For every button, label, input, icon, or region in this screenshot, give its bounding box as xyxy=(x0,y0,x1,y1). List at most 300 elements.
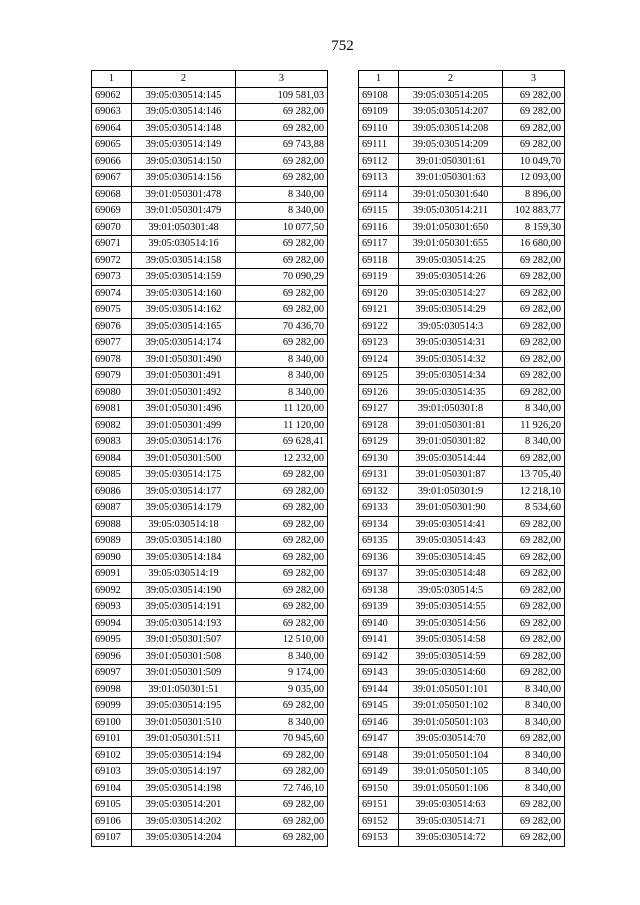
value-cell: 8 340,00 xyxy=(236,351,328,368)
row-number-cell: 69089 xyxy=(92,533,132,550)
row-number-cell: 69110 xyxy=(359,120,399,137)
cadastral-number-cell: 39:05:030514:58 xyxy=(399,632,503,649)
table-row xyxy=(92,137,328,154)
value-cell: 8 340,00 xyxy=(236,648,328,665)
row-number-cell: 69114 xyxy=(359,186,399,203)
value-cell: 69 282,00 xyxy=(503,830,565,847)
cadastral-number-cell: 39:01:050301:81 xyxy=(399,417,503,434)
row-number-cell: 69121 xyxy=(359,302,399,319)
row-number-cell: 69142 xyxy=(359,648,399,665)
row-number-cell: 69076 xyxy=(92,318,132,335)
row-number-cell: 69141 xyxy=(359,632,399,649)
value-cell: 69 282,00 xyxy=(503,384,565,401)
table-row xyxy=(92,797,328,814)
value-cell: 8 340,00 xyxy=(236,384,328,401)
row-number-cell: 69088 xyxy=(92,516,132,533)
row-number-cell: 69133 xyxy=(359,500,399,517)
table-row xyxy=(359,434,565,451)
value-cell: 8 896,00 xyxy=(503,186,565,203)
value-cell: 9 035,00 xyxy=(236,681,328,698)
cadastral-number-cell: 39:05:030514:146 xyxy=(132,104,236,121)
cadastral-number-cell: 39:01:050301:496 xyxy=(132,401,236,418)
cadastral-number-cell: 39:01:050301:510 xyxy=(132,714,236,731)
cadastral-number-cell: 39:01:050501:105 xyxy=(399,764,503,781)
cadastral-number-cell: 39:01:050301:9 xyxy=(399,483,503,500)
row-number-cell: 69118 xyxy=(359,252,399,269)
table-row xyxy=(359,483,565,500)
row-number-cell: 69135 xyxy=(359,533,399,550)
value-cell: 69 282,00 xyxy=(236,582,328,599)
row-number-cell: 69069 xyxy=(92,203,132,220)
row-number-cell: 69086 xyxy=(92,483,132,500)
value-cell: 8 340,00 xyxy=(503,714,565,731)
row-number-cell: 69077 xyxy=(92,335,132,352)
cadastral-number-cell: 39:05:030514:208 xyxy=(399,120,503,137)
table-row xyxy=(359,599,565,616)
value-cell: 69 282,00 xyxy=(236,483,328,500)
value-cell: 69 282,00 xyxy=(503,731,565,748)
cadastral-number-cell: 39:05:030514:201 xyxy=(132,797,236,814)
row-number-cell: 69122 xyxy=(359,318,399,335)
cadastral-number-cell: 39:01:050301:507 xyxy=(132,632,236,649)
row-number-cell: 69116 xyxy=(359,219,399,236)
row-number-cell: 69092 xyxy=(92,582,132,599)
cadastral-number-cell: 39:05:030514:209 xyxy=(399,137,503,154)
cadastral-number-cell: 39:01:050301:509 xyxy=(132,665,236,682)
value-cell: 69 282,00 xyxy=(236,747,328,764)
cadastral-number-cell: 39:05:030514:19 xyxy=(132,566,236,583)
cadastral-number-cell: 39:05:030514:156 xyxy=(132,170,236,187)
cadastral-number-cell: 39:05:030514:56 xyxy=(399,615,503,632)
value-cell: 69 282,00 xyxy=(503,351,565,368)
row-number-cell: 69151 xyxy=(359,797,399,814)
value-cell: 69 282,00 xyxy=(503,599,565,616)
value-cell: 69 282,00 xyxy=(503,285,565,302)
row-number-cell: 69098 xyxy=(92,681,132,698)
header-col-3: 3 xyxy=(503,71,565,88)
value-cell: 69 282,00 xyxy=(503,368,565,385)
row-number-cell: 69082 xyxy=(92,417,132,434)
value-cell: 72 746,10 xyxy=(236,780,328,797)
table-row xyxy=(359,731,565,748)
cadastral-number-cell: 39:01:050301:90 xyxy=(399,500,503,517)
table-row xyxy=(92,731,328,748)
value-cell: 11 120,00 xyxy=(236,417,328,434)
cadastral-number-cell: 39:05:030514:44 xyxy=(399,450,503,467)
table-row xyxy=(92,269,328,286)
cadastral-number-cell: 39:05:030514:31 xyxy=(399,335,503,352)
row-number-cell: 69083 xyxy=(92,434,132,451)
cadastral-number-cell: 39:05:030514:41 xyxy=(399,516,503,533)
row-number-cell: 69129 xyxy=(359,434,399,451)
header-col-2: 2 xyxy=(132,71,236,88)
value-cell: 109 581,03 xyxy=(236,87,328,104)
table-row xyxy=(92,401,328,418)
row-number-cell: 69147 xyxy=(359,731,399,748)
header-col-1: 1 xyxy=(92,71,132,88)
row-number-cell: 69093 xyxy=(92,599,132,616)
row-number-cell: 69105 xyxy=(92,797,132,814)
cadastral-number-cell: 39:01:050501:103 xyxy=(399,714,503,731)
table-row xyxy=(92,582,328,599)
row-number-cell: 69137 xyxy=(359,566,399,583)
row-number-cell: 69144 xyxy=(359,681,399,698)
value-cell: 69 282,00 xyxy=(236,797,328,814)
cadastral-number-cell: 39:05:030514:191 xyxy=(132,599,236,616)
cadastral-number-cell: 39:01:050301:478 xyxy=(132,186,236,203)
table-row xyxy=(359,566,565,583)
value-cell: 69 282,00 xyxy=(503,566,565,583)
table-row xyxy=(359,450,565,467)
row-number-cell: 69146 xyxy=(359,714,399,731)
row-number-cell: 69139 xyxy=(359,599,399,616)
row-number-cell: 69094 xyxy=(92,615,132,632)
value-cell: 69 282,00 xyxy=(236,252,328,269)
cadastral-number-cell: 39:05:030514:148 xyxy=(132,120,236,137)
value-cell: 12 510,00 xyxy=(236,632,328,649)
cadastral-number-cell: 39:05:030514:18 xyxy=(132,516,236,533)
row-number-cell: 69074 xyxy=(92,285,132,302)
cadastral-number-cell: 39:01:050301:492 xyxy=(132,384,236,401)
value-cell: 69 282,00 xyxy=(236,566,328,583)
cadastral-number-cell: 39:05:030514:16 xyxy=(132,236,236,253)
cadastral-number-cell: 39:01:050301:479 xyxy=(132,203,236,220)
cadastral-number-cell: 39:05:030514:160 xyxy=(132,285,236,302)
cadastral-number-cell: 39:05:030514:205 xyxy=(399,87,503,104)
row-number-cell: 69124 xyxy=(359,351,399,368)
header-row xyxy=(92,71,328,88)
table-row xyxy=(359,714,565,731)
value-cell: 70 945,60 xyxy=(236,731,328,748)
table-row xyxy=(92,318,328,335)
value-cell: 69 282,00 xyxy=(236,236,328,253)
cadastral-number-cell: 39:05:030514:70 xyxy=(399,731,503,748)
cadastral-number-cell: 39:05:030514:32 xyxy=(399,351,503,368)
row-number-cell: 69073 xyxy=(92,269,132,286)
table-row xyxy=(359,153,565,170)
table-row xyxy=(92,714,328,731)
row-number-cell: 69095 xyxy=(92,632,132,649)
table-row xyxy=(92,698,328,715)
cadastral-number-cell: 39:05:030514:195 xyxy=(132,698,236,715)
value-cell: 69 282,00 xyxy=(236,170,328,187)
table-row xyxy=(359,252,565,269)
cadastral-number-cell: 39:05:030514:176 xyxy=(132,434,236,451)
row-number-cell: 69078 xyxy=(92,351,132,368)
cadastral-number-cell: 39:01:050501:101 xyxy=(399,681,503,698)
value-cell: 10 049,70 xyxy=(503,153,565,170)
row-number-cell: 69104 xyxy=(92,780,132,797)
value-cell: 69 282,00 xyxy=(503,104,565,121)
value-cell: 12 218,10 xyxy=(503,483,565,500)
table-row xyxy=(92,186,328,203)
table-row xyxy=(359,780,565,797)
value-cell: 11 926,20 xyxy=(503,417,565,434)
cadastral-number-cell: 39:05:030514:43 xyxy=(399,533,503,550)
cadastral-number-cell: 39:05:030514:29 xyxy=(399,302,503,319)
value-cell: 69 282,00 xyxy=(503,137,565,154)
row-number-cell: 69119 xyxy=(359,269,399,286)
table-row xyxy=(92,549,328,566)
table-row xyxy=(359,533,565,550)
value-cell: 8 159,30 xyxy=(503,219,565,236)
cadastral-number-cell: 39:01:050301:87 xyxy=(399,467,503,484)
value-cell: 69 282,00 xyxy=(236,285,328,302)
row-number-cell: 69103 xyxy=(92,764,132,781)
cadastral-number-cell: 39:05:030514:72 xyxy=(399,830,503,847)
value-cell: 69 282,00 xyxy=(503,120,565,137)
row-number-cell: 69152 xyxy=(359,813,399,830)
cadastral-number-cell: 39:01:050501:104 xyxy=(399,747,503,764)
row-number-cell: 69101 xyxy=(92,731,132,748)
table-row xyxy=(359,417,565,434)
value-cell: 11 120,00 xyxy=(236,401,328,418)
table-row xyxy=(92,467,328,484)
cadastral-number-cell: 39:05:030514:198 xyxy=(132,780,236,797)
table-row xyxy=(359,351,565,368)
table-row xyxy=(359,318,565,335)
row-number-cell: 69062 xyxy=(92,87,132,104)
value-cell: 69 282,00 xyxy=(503,665,565,682)
row-number-cell: 69066 xyxy=(92,153,132,170)
value-cell: 69 282,00 xyxy=(503,582,565,599)
row-number-cell: 69071 xyxy=(92,236,132,253)
table-row xyxy=(92,764,328,781)
value-cell: 10 077,50 xyxy=(236,219,328,236)
cadastral-number-cell: 39:05:030514:25 xyxy=(399,252,503,269)
table-row xyxy=(92,615,328,632)
value-cell: 69 282,00 xyxy=(236,615,328,632)
row-number-cell: 69075 xyxy=(92,302,132,319)
cadastral-number-cell: 39:05:030514:34 xyxy=(399,368,503,385)
table-row xyxy=(92,153,328,170)
value-cell: 9 174,00 xyxy=(236,665,328,682)
row-number-cell: 69130 xyxy=(359,450,399,467)
value-cell: 8 340,00 xyxy=(503,698,565,715)
table-row xyxy=(92,219,328,236)
cadastral-number-cell: 39:05:030514:3 xyxy=(399,318,503,335)
value-cell: 69 743,88 xyxy=(236,137,328,154)
table-row xyxy=(359,384,565,401)
table-row xyxy=(92,566,328,583)
value-cell: 70 436,70 xyxy=(236,318,328,335)
cadastral-number-cell: 39:05:030514:177 xyxy=(132,483,236,500)
cadastral-number-cell: 39:05:030514:48 xyxy=(399,566,503,583)
row-number-cell: 69120 xyxy=(359,285,399,302)
right-table xyxy=(358,70,565,847)
value-cell: 16 680,00 xyxy=(503,236,565,253)
row-number-cell: 69123 xyxy=(359,335,399,352)
table-row xyxy=(359,549,565,566)
value-cell: 69 282,00 xyxy=(503,648,565,665)
table-row xyxy=(92,665,328,682)
cadastral-number-cell: 39:05:030514:150 xyxy=(132,153,236,170)
cadastral-number-cell: 39:05:030514:162 xyxy=(132,302,236,319)
row-number-cell: 69115 xyxy=(359,203,399,220)
table-row xyxy=(92,368,328,385)
left-table xyxy=(91,70,328,847)
cadastral-number-cell: 39:01:050501:106 xyxy=(399,780,503,797)
table-row xyxy=(359,219,565,236)
table-row xyxy=(359,764,565,781)
row-number-cell: 69149 xyxy=(359,764,399,781)
row-number-cell: 69136 xyxy=(359,549,399,566)
value-cell: 69 282,00 xyxy=(503,797,565,814)
row-number-cell: 69113 xyxy=(359,170,399,187)
table-row xyxy=(92,533,328,550)
table-row xyxy=(359,648,565,665)
table-row xyxy=(92,335,328,352)
row-number-cell: 69125 xyxy=(359,368,399,385)
row-number-cell: 69109 xyxy=(359,104,399,121)
table-row xyxy=(359,170,565,187)
row-number-cell: 69087 xyxy=(92,500,132,517)
row-number-cell: 69091 xyxy=(92,566,132,583)
cadastral-number-cell: 39:01:050301:499 xyxy=(132,417,236,434)
value-cell: 69 282,00 xyxy=(503,533,565,550)
cadastral-number-cell: 39:05:030514:202 xyxy=(132,813,236,830)
row-number-cell: 69070 xyxy=(92,219,132,236)
table-row xyxy=(359,368,565,385)
row-number-cell: 69108 xyxy=(359,87,399,104)
table-row xyxy=(359,582,565,599)
value-cell: 8 340,00 xyxy=(503,401,565,418)
table-row xyxy=(92,632,328,649)
value-cell: 69 282,00 xyxy=(236,599,328,616)
cadastral-number-cell: 39:01:050301:491 xyxy=(132,368,236,385)
cadastral-number-cell: 39:05:030514:204 xyxy=(132,830,236,847)
row-number-cell: 69065 xyxy=(92,137,132,154)
table-row xyxy=(359,401,565,418)
value-cell: 69 282,00 xyxy=(236,698,328,715)
row-number-cell: 69102 xyxy=(92,747,132,764)
table-row xyxy=(92,417,328,434)
row-number-cell: 69132 xyxy=(359,483,399,500)
value-cell: 69 282,00 xyxy=(236,335,328,352)
value-cell: 69 282,00 xyxy=(503,632,565,649)
value-cell: 69 282,00 xyxy=(236,467,328,484)
cadastral-number-cell: 39:05:030514:145 xyxy=(132,87,236,104)
table-row xyxy=(359,747,565,764)
table-row xyxy=(359,137,565,154)
table-row xyxy=(359,500,565,517)
value-cell: 8 340,00 xyxy=(503,780,565,797)
table-row xyxy=(359,681,565,698)
table-row xyxy=(92,747,328,764)
value-cell: 69 282,00 xyxy=(236,120,328,137)
value-cell: 69 282,00 xyxy=(503,87,565,104)
cadastral-number-cell: 39:05:030514:159 xyxy=(132,269,236,286)
header-col-1: 1 xyxy=(359,71,399,88)
cadastral-number-cell: 39:05:030514:194 xyxy=(132,747,236,764)
value-cell: 8 534,60 xyxy=(503,500,565,517)
value-cell: 69 282,00 xyxy=(503,269,565,286)
cadastral-number-cell: 39:05:030514:184 xyxy=(132,549,236,566)
row-number-cell: 69068 xyxy=(92,186,132,203)
table-row xyxy=(359,665,565,682)
row-number-cell: 69112 xyxy=(359,153,399,170)
value-cell: 69 282,00 xyxy=(236,830,328,847)
cadastral-number-cell: 39:01:050301:63 xyxy=(399,170,503,187)
row-number-cell: 69100 xyxy=(92,714,132,731)
row-number-cell: 69084 xyxy=(92,450,132,467)
row-number-cell: 69117 xyxy=(359,236,399,253)
cadastral-number-cell: 39:05:030514:179 xyxy=(132,500,236,517)
row-number-cell: 69063 xyxy=(92,104,132,121)
table-row xyxy=(359,302,565,319)
cadastral-number-cell: 39:05:030514:175 xyxy=(132,467,236,484)
header-row xyxy=(359,71,565,88)
table-row xyxy=(92,170,328,187)
row-number-cell: 69099 xyxy=(92,698,132,715)
value-cell: 69 282,00 xyxy=(236,500,328,517)
table-row xyxy=(359,698,565,715)
cadastral-number-cell: 39:05:030514:149 xyxy=(132,137,236,154)
row-number-cell: 69148 xyxy=(359,747,399,764)
table-row xyxy=(92,87,328,104)
cadastral-number-cell: 39:05:030514:211 xyxy=(399,203,503,220)
table-row xyxy=(359,104,565,121)
table-row xyxy=(92,285,328,302)
table-row xyxy=(359,285,565,302)
row-number-cell: 69081 xyxy=(92,401,132,418)
table-row xyxy=(359,335,565,352)
cadastral-number-cell: 39:01:050301:8 xyxy=(399,401,503,418)
row-number-cell: 69145 xyxy=(359,698,399,715)
table-row xyxy=(92,351,328,368)
row-number-cell: 69111 xyxy=(359,137,399,154)
row-number-cell: 69085 xyxy=(92,467,132,484)
cadastral-number-cell: 39:05:030514:55 xyxy=(399,599,503,616)
table-row xyxy=(92,450,328,467)
table-row xyxy=(92,780,328,797)
row-number-cell: 69097 xyxy=(92,665,132,682)
table-row xyxy=(92,384,328,401)
value-cell: 69 282,00 xyxy=(503,318,565,335)
row-number-cell: 69067 xyxy=(92,170,132,187)
table-row xyxy=(359,615,565,632)
cadastral-number-cell: 39:01:050301:650 xyxy=(399,219,503,236)
table-row xyxy=(92,302,328,319)
value-cell: 69 282,00 xyxy=(236,153,328,170)
value-cell: 8 340,00 xyxy=(236,368,328,385)
table-row xyxy=(359,269,565,286)
value-cell: 8 340,00 xyxy=(503,747,565,764)
table-row xyxy=(92,599,328,616)
cadastral-number-cell: 39:05:030514:71 xyxy=(399,813,503,830)
cadastral-number-cell: 39:05:030514:197 xyxy=(132,764,236,781)
value-cell: 12 093,00 xyxy=(503,170,565,187)
row-number-cell: 69106 xyxy=(92,813,132,830)
row-number-cell: 69143 xyxy=(359,665,399,682)
table-row xyxy=(359,467,565,484)
row-number-cell: 69127 xyxy=(359,401,399,418)
row-number-cell: 69153 xyxy=(359,830,399,847)
row-number-cell: 69072 xyxy=(92,252,132,269)
value-cell: 69 282,00 xyxy=(236,813,328,830)
value-cell: 8 340,00 xyxy=(503,681,565,698)
cadastral-number-cell: 39:05:030514:174 xyxy=(132,335,236,352)
row-number-cell: 69090 xyxy=(92,549,132,566)
table-row xyxy=(359,632,565,649)
value-cell: 69 282,00 xyxy=(503,450,565,467)
cadastral-number-cell: 39:05:030514:193 xyxy=(132,615,236,632)
table-row xyxy=(359,830,565,847)
cadastral-number-cell: 39:01:050301:640 xyxy=(399,186,503,203)
row-number-cell: 69064 xyxy=(92,120,132,137)
row-number-cell: 69134 xyxy=(359,516,399,533)
table-row xyxy=(92,813,328,830)
